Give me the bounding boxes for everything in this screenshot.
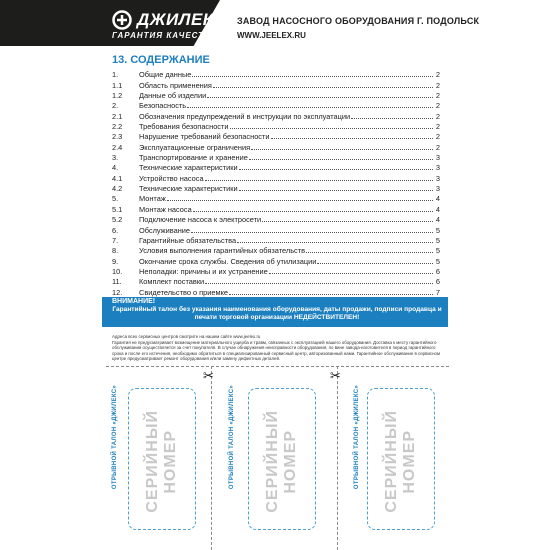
toc-number: 2. [112,101,119,111]
toc-number: 11. [112,277,122,287]
toc-row [112,121,440,131]
toc-page: 5 [435,235,440,245]
toc-row [112,131,440,141]
toc-row [112,162,440,172]
toc-leader [269,273,433,274]
toc-page: 3 [435,153,440,163]
website-link[interactable]: WWW.JEELEX.RU [237,31,306,40]
coupon-label: ОТРЫВНОЙ ТАЛОН «ДЖИЛЕКС» [229,385,235,490]
toc-row [112,214,440,224]
toc-leader [251,149,433,150]
toc-number: 2.3 [112,132,123,142]
toc-page: 5 [435,256,440,266]
toc-page: 2 [435,142,440,152]
toc-leader [213,87,433,88]
toc-label: Гарантийные обязательства [139,235,237,245]
toc-row [112,152,440,162]
toc-number: 6. [112,225,119,235]
toc-page: 2 [435,80,440,90]
toc-leader [167,200,433,201]
toc-number: 5.1 [112,204,123,214]
toc-label: Монтаж насоса [139,204,192,214]
toc-row [112,79,440,89]
cut-line-vertical [211,366,212,550]
toc-number: 1. [112,70,119,80]
cut-line-horizontal [106,366,449,367]
toc-row [112,69,440,79]
toc-leader [192,76,433,77]
toc-number: 10. [112,266,123,276]
toc-row [112,266,440,276]
page-header [0,0,550,48]
serial-number-label: СЕРИЙНЫЙ НОМЕР [383,410,418,513]
toc-label: Неполадки: причины и их устранение [139,266,268,276]
toc-page: 7 [435,287,440,297]
fine-print [112,334,442,362]
toc-row [112,235,440,245]
toc-row [112,141,440,151]
toc-number: 2.1 [112,111,123,121]
toc-label: Монтаж [139,194,166,204]
toc-number: 7. [112,235,119,245]
serial-number-label: СЕРИЙНЫЙ НОМЕР [264,410,299,513]
toc-number: 4.1 [112,173,123,183]
toc-page: 2 [435,70,440,80]
toc-leader [351,118,433,119]
brand-name: ДЖИЛЕКС [137,10,227,29]
toc-page: 5 [435,246,440,256]
toc-label: Общие данные [139,70,192,80]
coupon-label: ОТРЫВНОЙ ТАЛОН «ДЖИЛЕКС» [112,385,118,490]
toc-leader [239,190,433,191]
toc-label: Транспортирование и хранение [139,153,248,163]
toc-leader [229,294,433,295]
toc-label: Обозначения предупреждений в инструкции по эксплуатации [139,111,351,121]
toc-leader [205,180,433,181]
toc-page: 2 [435,91,440,101]
toc-page: 4 [435,215,440,225]
toc-label: Комплект поставки [139,277,205,287]
toc-leader [249,159,433,160]
toc-number: 8. [112,246,119,256]
toc-page: 2 [435,111,440,121]
toc-page: 5 [435,225,440,235]
toc-label: Данные об изделии [139,91,207,101]
toc-leader [239,169,433,170]
scissors-icon: ✂ [330,368,341,383]
toc-row [112,245,440,255]
toc-row [112,203,440,213]
toc-number: 1.1 [112,80,123,90]
brand-tagline: ГАРАНТИЯ КАЧЕСТВА [112,31,218,40]
toc-page: 2 [435,122,440,132]
company-name: ЗАВОД НАСОСНОГО ОБОРУДОВАНИЯ Г. ПОДОЛЬСК [237,16,480,26]
toc-page: 2 [435,132,440,142]
toc-row [112,276,440,286]
toc-label: Нарушение требований безопасности [139,132,270,142]
toc-page: 3 [435,184,440,194]
toc-leader [230,128,433,129]
toc-label: Условия выполнения гарантийных обязательств [139,246,306,256]
toc-row [112,286,440,296]
toc-row [112,100,440,110]
table-of-contents [112,69,440,297]
coupon-label: ОТРЫВНОЙ ТАЛОН «ДЖИЛЕКС» [354,385,360,490]
toc-label: Технические характеристики [139,163,238,173]
toc-label: Окончание срока службы. Сведения об утилизации [139,256,317,266]
toc-leader [187,107,433,108]
toc-page: 3 [435,173,440,183]
warning-text: Гарантийный талон без указания наименования оборудования, даты продажи, подписи продавца и печати торговой организации НЕДЕЙСТВИТЕЛЕН! [112,306,442,322]
toc-row [112,110,440,120]
toc-row [112,224,440,234]
cut-line-vertical [337,366,338,550]
toc-leader [317,263,433,264]
toc-number: 2.2 [112,122,123,132]
toc-page: 3 [435,163,440,173]
toc-label: Подключение насоса к электросети [139,215,262,225]
toc-number: 9. [112,256,119,266]
toc-row [112,255,440,265]
warranty-terms: Гарантия не предусматривает возмещение материального ущерба и травм, связанных с эксплуатацией нашего оборудования. Доставка к месту гарантийного обслуживания осуществляется за счет покупателя. В случае обнаружения неисправности оборудования, по вине завода-изготовителя в период гарантийного срока и после его истечения, необходимо обратиться в специализированный сервисный центр, авторизованный нами. Гарантийное обслуживание в сервисном центре предусматривает ремонт оборудования и/или замену дефектных деталей. [112,339,440,361]
toc-leader [237,242,433,243]
toc-number: 12. [112,287,123,297]
toc-leader [191,232,433,233]
toc-label: Безопасность [139,101,187,111]
toc-label: Технические характеристики [139,184,238,194]
toc-leader [262,221,433,222]
toc-page: 6 [435,266,440,276]
toc-leader [271,138,433,139]
toc-row [112,90,440,100]
toc-page: 6 [435,277,440,287]
warning-title: ВНИМАНИЕ! [112,298,156,305]
toc-label: Обслуживание [139,225,191,235]
service-centers-note: Адреса всех сервисных центров смотрите на нашем сайте www.jeelex.ru [112,334,261,339]
toc-number: 3. [112,153,119,163]
toc-page: 2 [435,101,440,111]
toc-label: Область применения [139,80,212,90]
toc-page: 4 [435,194,440,204]
toc-row [112,172,440,182]
toc-leader [205,283,433,284]
toc-leader [193,211,433,212]
toc-label: Эксплуатационные ограничения [139,142,251,152]
brand-logo-icon [112,10,132,30]
serial-number-label: СЕРИЙНЫЙ НОМЕР [144,410,179,513]
toc-title: 13. СОДЕРЖАНИЕ [112,54,210,66]
toc-page: 4 [435,204,440,214]
toc-number: 1.2 [112,91,123,101]
toc-label: Свидетельство о приемке [139,287,229,297]
toc-row [112,193,440,203]
toc-label: Устройство насоса [139,173,204,183]
toc-number: 4.2 [112,184,123,194]
toc-number: 2.4 [112,142,123,152]
toc-number: 5.2 [112,215,123,225]
scissors-icon: ✂ [203,368,214,383]
toc-leader [207,97,433,98]
toc-row [112,183,440,193]
toc-number: 4. [112,163,119,173]
toc-label: Требования безопасности [139,122,229,132]
toc-number: 5. [112,194,119,204]
toc-leader [306,252,433,253]
